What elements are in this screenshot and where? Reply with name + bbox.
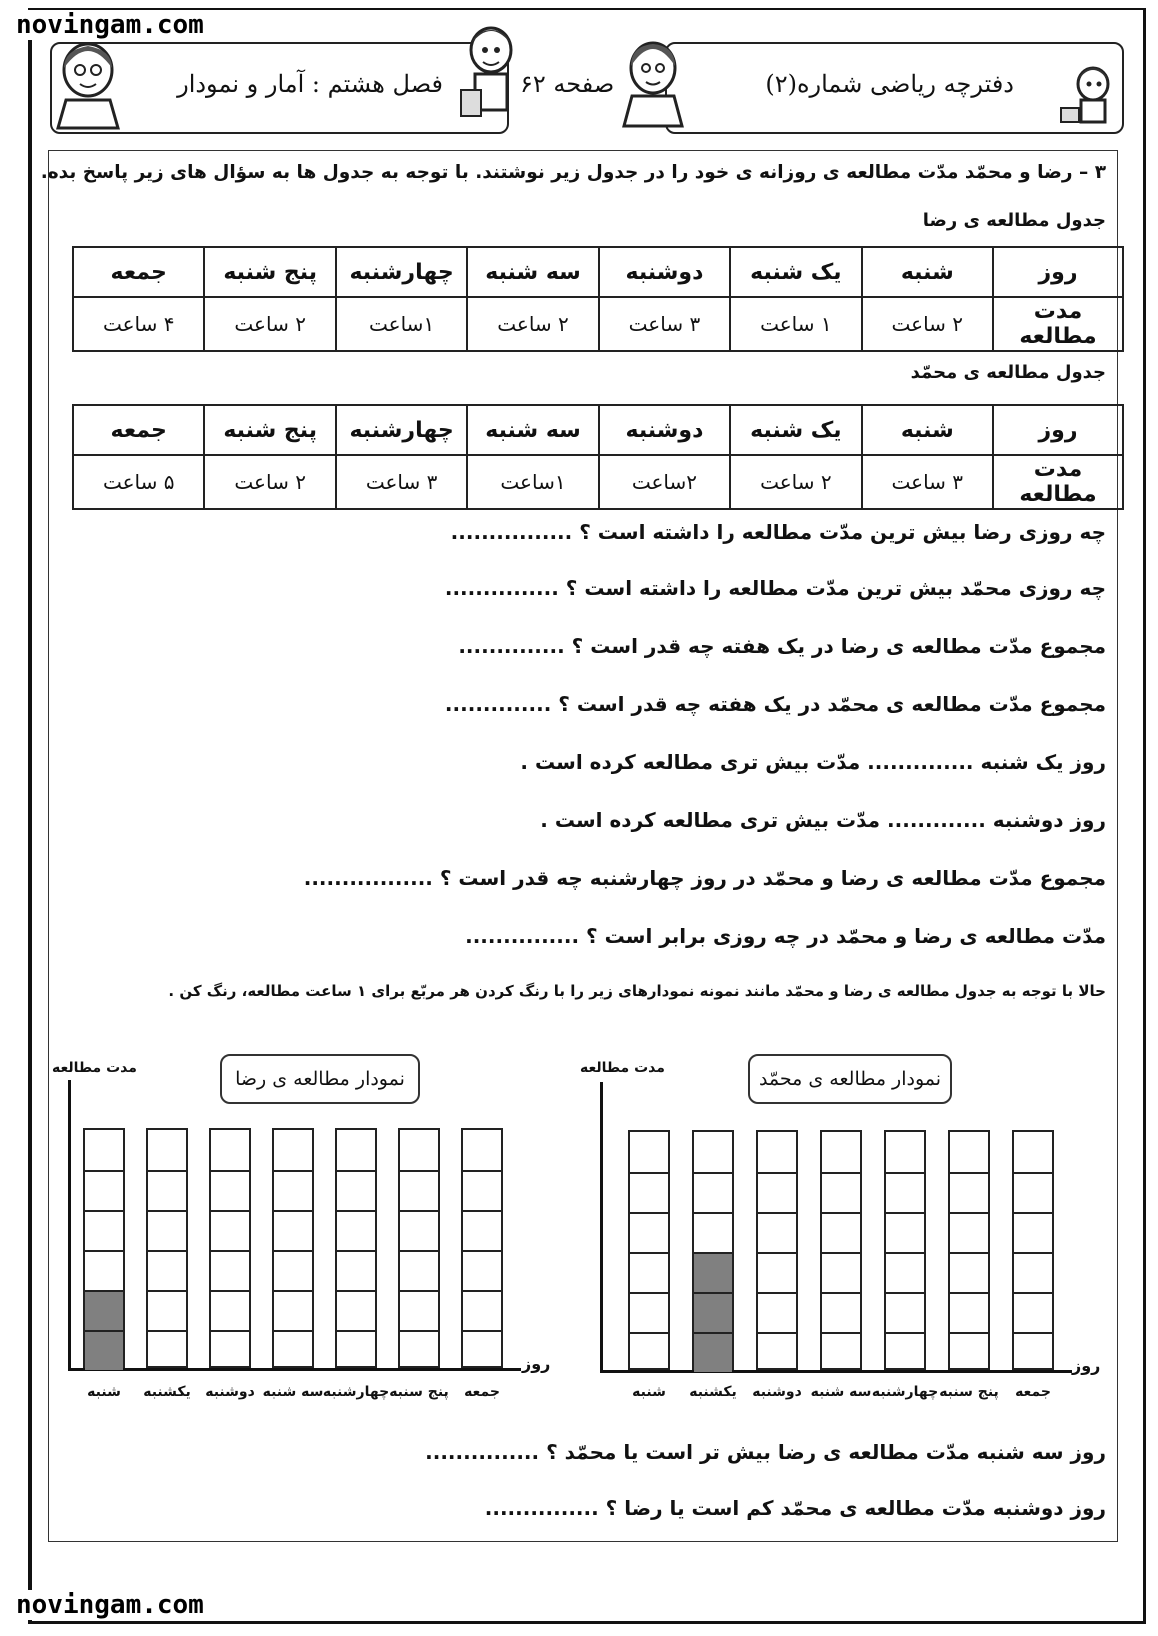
duration-cell: ۴ ساعت [73,297,204,351]
chart-column[interactable] [83,1128,125,1368]
grid-cell[interactable] [400,1250,438,1290]
grid-cell[interactable] [822,1292,860,1332]
duration-cell: ۵ ساعت [73,455,204,509]
mohammad-study-table [72,404,1124,510]
chart-instruction: حالا با توجه به جدول مطالعه ی رضا و محمّد مانند نمونه نمودارهای زیر را با رنگ کردن هر مربّع برای ۱ ساعت مطالعه، رنگ کن . [168,982,1106,1000]
grid-cell[interactable] [694,1132,732,1172]
duration-cell: ۱ ساعت [730,297,861,351]
day-header: جمعه [73,247,204,297]
watermark-top: novingam.com [16,10,204,40]
day-header: یک شنبه [730,405,861,455]
row-label-duration: مدت مطالعه [993,455,1123,509]
page-number: صفحه ۶۲ [520,70,615,98]
day-tick-label: یکشنبه [143,1384,191,1400]
girl-avatar-right-icon [620,38,686,128]
grid-cell[interactable] [211,1290,249,1330]
day-header: چهارشنبه [336,405,467,455]
x-axis-label: روز [1072,1356,1101,1375]
question-8: مدّت مطالعه ی رضا و محمّد در چه روزی برابر است ؟ ............... [465,924,1106,948]
chart-column[interactable] [209,1128,251,1368]
chart-title: نمودار مطالعه ی رضا [220,1054,420,1104]
table-row-durations [73,455,1123,509]
grid-cell[interactable] [211,1170,249,1210]
question-2: چه روزی محمّد بیش ترین مدّت مطالعه را داشته است ؟ ............... [444,576,1106,600]
grid-cell[interactable] [758,1292,796,1332]
grid-cell[interactable] [630,1132,668,1172]
day-header: شنبه [862,405,993,455]
chart-column[interactable] [628,1130,670,1370]
grid-cell[interactable] [1014,1212,1052,1252]
grid-cell[interactable] [400,1210,438,1250]
grid-cell[interactable] [1014,1172,1052,1212]
day-tick-label: دوشنبه [752,1384,802,1400]
grid-cell[interactable] [950,1332,988,1372]
y-axis-label: مدت مطالعه [580,1060,665,1076]
grid-cell[interactable] [886,1292,924,1332]
chapter-title: فصل هشتم : آمار و نمودار [177,70,443,98]
day-tick-label: شنبه [632,1384,666,1400]
grid-cell[interactable] [400,1170,438,1210]
grid-cell[interactable] [694,1172,732,1212]
grid-cell[interactable] [274,1250,312,1290]
question-3: مجموع مدّت مطالعه ی رضا در یک هفته چه قدر است ؟ .............. [458,634,1106,658]
final-question-2: روز دوشنبه مدّت مطالعه ی محمّد کم است یا رضا ؟ ............... [484,1496,1106,1520]
day-tick-label: پنج سنبه [939,1384,999,1400]
grid-cell[interactable] [463,1330,501,1370]
final-question-1: روز سه شنبه مدّت مطالعه ی رضا بیش تر است یا محمّد ؟ ............... [425,1440,1106,1464]
day-header: پنج شنبه [204,405,335,455]
y-axis-label: مدت مطالعه [52,1060,137,1076]
day-tick-label: چهارشنبه [871,1384,939,1400]
day-header: سه شنبه [467,405,598,455]
row-label-duration: مدت مطالعه [993,297,1123,351]
day-header: دوشنبه [599,405,730,455]
duration-cell: ۳ ساعت [599,297,730,351]
day-tick-label: پنج سنبه [389,1384,449,1400]
grid-cell[interactable] [1014,1292,1052,1332]
grid-cell[interactable] [630,1212,668,1252]
grid-cell[interactable] [463,1170,501,1210]
duration-cell: ۱ساعت [467,455,598,509]
grid-cell[interactable] [886,1332,924,1372]
grid-cell[interactable] [630,1332,668,1372]
chart-column[interactable] [461,1128,503,1368]
duration-cell: ۲ ساعت [204,297,335,351]
x-axis-label: روز [522,1354,551,1373]
grid-cell[interactable] [274,1290,312,1330]
grid-cell[interactable] [400,1130,438,1170]
grid-cell[interactable] [950,1252,988,1292]
grid-cell[interactable] [148,1130,186,1170]
grid-cell[interactable] [758,1172,796,1212]
grid-cell[interactable] [211,1210,249,1250]
day-tick-label: جمعه [1015,1384,1051,1400]
grid-cell[interactable] [822,1332,860,1372]
grid-cell[interactable] [822,1172,860,1212]
grid-cell[interactable] [274,1170,312,1210]
boy-avatar-center-icon [455,22,525,126]
question-4: مجموع مدّت مطالعه ی محمّد در یک هفته چه قدر است ؟ .............. [444,692,1106,716]
day-tick-label: جمعه [464,1384,500,1400]
mohammad-table-caption: جدول مطالعه ی محمّد [910,362,1106,383]
chart-column[interactable] [820,1130,862,1370]
grid-cell[interactable] [463,1130,501,1170]
duration-cell: ۱ساعت [336,297,467,351]
grid-cell[interactable] [274,1130,312,1170]
grid-cell[interactable] [148,1210,186,1250]
duration-cell: ۲ ساعت [862,297,993,351]
grid-cell[interactable] [85,1170,123,1210]
grid-cell[interactable] [85,1130,123,1170]
grid-cell[interactable] [758,1132,796,1172]
day-header: دوشنبه [599,247,730,297]
grid-cell[interactable] [950,1132,988,1172]
duration-cell: ۲ ساعت [204,455,335,509]
grid-cell[interactable] [822,1132,860,1172]
table-row-days [73,247,1123,297]
grid-cell[interactable] [337,1330,375,1370]
grid-cell[interactable] [886,1172,924,1212]
duration-cell: ۲ ساعت [730,455,861,509]
grid-cell[interactable] [211,1330,249,1370]
grid-cell[interactable] [758,1332,796,1372]
grid-cell[interactable] [337,1170,375,1210]
question-1: چه روزی رضا بیش ترین مدّت مطالعه را داشته است ؟ ................ [450,520,1106,544]
row-label-day: روز [993,247,1123,297]
grid-cell[interactable] [630,1172,668,1212]
grid-cell[interactable] [148,1330,186,1370]
grid-cell[interactable] [694,1252,732,1292]
y-axis [68,1080,71,1370]
grid-cell[interactable] [886,1212,924,1252]
row-label-day: روز [993,405,1123,455]
duration-cell: ۳ ساعت [862,455,993,509]
grid-cell[interactable] [1014,1252,1052,1292]
grid-cell[interactable] [148,1290,186,1330]
day-header: سه شنبه [467,247,598,297]
grid-cell[interactable] [85,1250,123,1290]
day-header: جمعه [73,405,204,455]
day-tick-label: دوشنبه [205,1384,255,1400]
chart-column[interactable] [272,1128,314,1368]
grid-cell[interactable] [463,1290,501,1330]
grid-cell[interactable] [85,1210,123,1250]
grid-cell[interactable] [822,1252,860,1292]
chart-column[interactable] [1012,1130,1054,1370]
grid-cell[interactable] [630,1292,668,1332]
chart-column[interactable] [884,1130,926,1370]
reza-table-caption: جدول مطالعه ی رضا [922,210,1106,231]
grid-cell[interactable] [1014,1332,1052,1372]
grid-cell[interactable] [694,1292,732,1332]
grid-cell[interactable] [630,1252,668,1292]
day-tick-label: سه شنبه [810,1384,872,1400]
day-tick-label: چهارشنبه [322,1384,390,1400]
question-6: روز دوشنبه ............. مدّت بیش تری مطالعه کرده است . [540,808,1106,832]
grid-cell[interactable] [758,1212,796,1252]
duration-cell: ۲ ساعت [467,297,598,351]
grid-cell[interactable] [758,1252,796,1292]
chart-title: نمودار مطالعه ی محمّد [748,1054,952,1104]
grid-cell[interactable] [463,1210,501,1250]
chart-column[interactable] [756,1130,798,1370]
grid-cell[interactable] [463,1250,501,1290]
y-axis [600,1082,603,1372]
grid-cell[interactable] [274,1210,312,1250]
day-header: شنبه [862,247,993,297]
chart-column[interactable] [398,1128,440,1368]
chart-column[interactable] [335,1128,377,1368]
chart-column[interactable] [692,1130,734,1370]
grid-cell[interactable] [148,1170,186,1210]
grid-cell[interactable] [337,1250,375,1290]
intro-text: ۳ – رضا و محمّد مدّت مطالعه ی روزانه ی خود را در جدول زیر نوشتند. با توجه به جدول ها به سؤال های زیر پاسخ بده. [40,162,1106,183]
duration-cell: ۲ساعت [599,455,730,509]
day-header: یک شنبه [730,247,861,297]
grid-cell[interactable] [950,1172,988,1212]
grid-cell[interactable] [337,1210,375,1250]
question-5: روز یک شنبه .............. مدّت بیش تری مطالعه کرده است . [520,750,1106,774]
grid-cell[interactable] [85,1290,123,1330]
grid-cell[interactable] [337,1290,375,1330]
grid-cell[interactable] [1014,1132,1052,1172]
grid-cell[interactable] [950,1212,988,1252]
day-tick-label: شنبه [87,1384,121,1400]
table-row-days [73,405,1123,455]
grid-cell[interactable] [822,1212,860,1252]
grid-cell[interactable] [886,1132,924,1172]
grid-cell[interactable] [694,1212,732,1252]
question-7: مجموع مدّت مطالعه ی رضا و محمّد در روز چهارشنبه چه قدر است ؟ ................. [303,866,1106,890]
grid-cell[interactable] [694,1332,732,1372]
notebook-title: دفترچه ریاضی شماره(۲) [765,70,1014,98]
duration-cell: ۳ ساعت [336,455,467,509]
grid-cell[interactable] [274,1330,312,1370]
grid-cell[interactable] [950,1292,988,1332]
day-header: چهارشنبه [336,247,467,297]
chart-column[interactable] [146,1128,188,1368]
girl-avatar-left-icon [52,40,126,130]
reza-study-table [72,246,1124,352]
day-header: پنج شنبه [204,247,335,297]
grid-cell[interactable] [211,1250,249,1290]
chart-column[interactable] [948,1130,990,1370]
grid-cell[interactable] [211,1130,249,1170]
grid-cell[interactable] [148,1250,186,1290]
grid-cell[interactable] [886,1252,924,1292]
grid-cell[interactable] [337,1130,375,1170]
day-tick-label: سه شنبه [262,1384,324,1400]
watermark-bottom: novingam.com [16,1590,204,1620]
grid-cell[interactable] [85,1330,123,1370]
boy-avatar-right-icon [1055,62,1119,126]
grid-cell[interactable] [400,1290,438,1330]
table-row-durations [73,297,1123,351]
grid-cell[interactable] [400,1330,438,1370]
day-tick-label: یکشنبه [689,1384,737,1400]
